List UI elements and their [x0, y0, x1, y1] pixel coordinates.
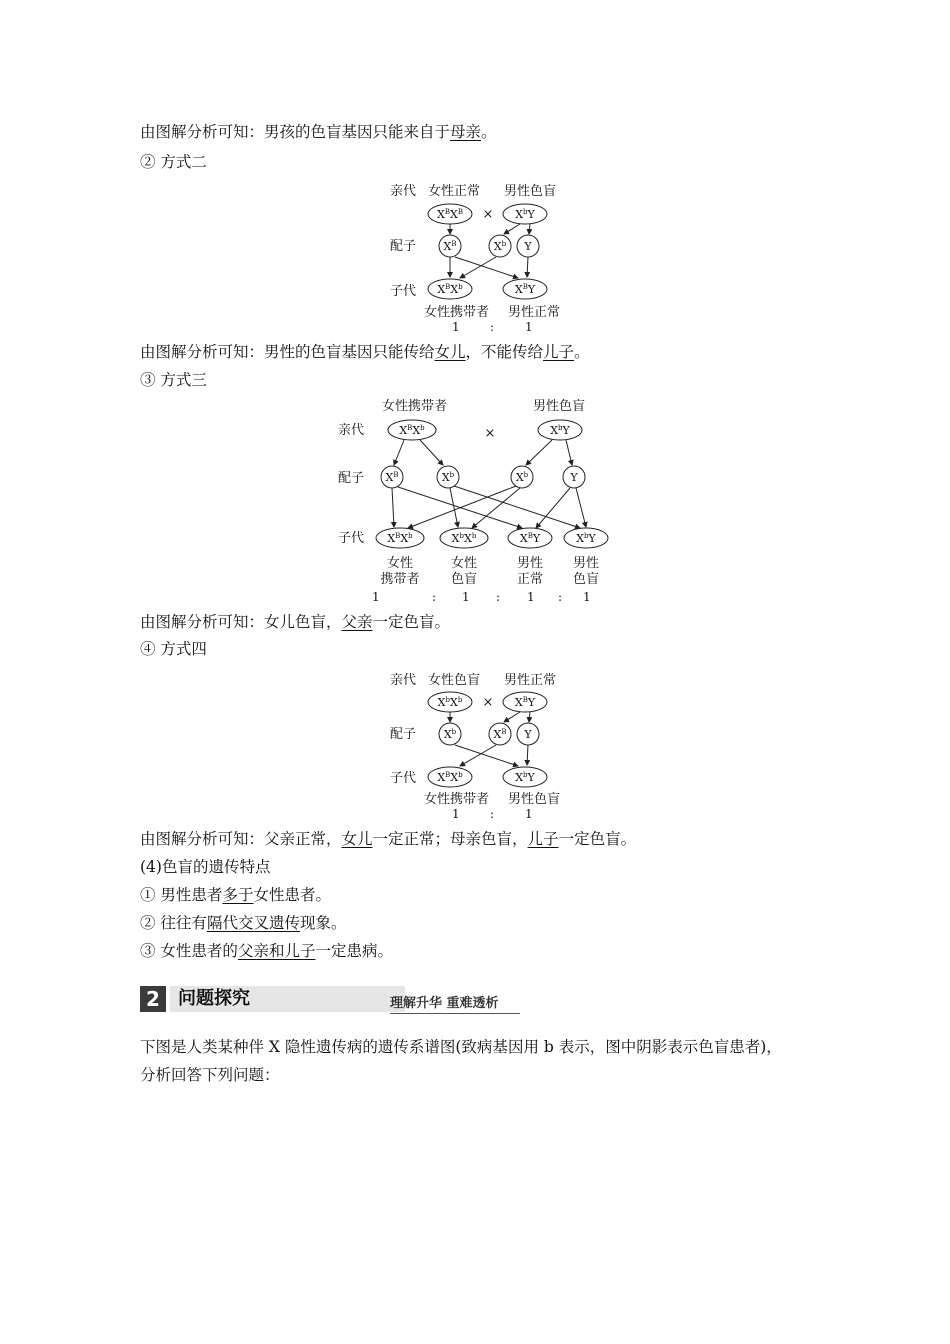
answer-blank: 父亲 — [341, 613, 373, 631]
svg-text:配子: 配子 — [338, 471, 365, 486]
svg-text:XBXb: $X^BX^b$ — [399, 424, 425, 437]
svg-text::: : — [490, 320, 495, 334]
svg-text:1: 1 — [583, 590, 591, 604]
section-title: 问题探究 — [170, 986, 405, 1012]
svg-text:XbXb: $X^bX^b$ — [451, 532, 477, 545]
svg-text:×: × — [482, 207, 494, 222]
svg-text:Xb: $X^b$ — [493, 240, 507, 253]
divider — [390, 1013, 520, 1014]
svg-text:XB: $X^B$ — [443, 240, 457, 253]
svg-text:1: 1 — [452, 320, 460, 334]
svg-text:XbY: $X^bY$ — [515, 208, 535, 221]
answer-blank: 女儿 — [341, 830, 373, 848]
svg-text:XBY: $X^BY$ — [514, 283, 536, 296]
svg-text::: : — [496, 590, 501, 604]
feature-3: ③ 女性患者的父亲和儿子一定患病。 — [140, 942, 393, 960]
svg-text:Y: Y — [524, 240, 532, 253]
svg-text:XbY: $X^bY$ — [515, 771, 535, 784]
svg-text:×: × — [484, 426, 496, 441]
answer-blank: 多于 — [222, 886, 254, 904]
section-banner — [140, 986, 520, 1016]
answer-blank: 儿子 — [527, 830, 559, 848]
svg-text:子代: 子代 — [390, 771, 417, 786]
svg-text:XB: $X^B$ — [385, 471, 399, 484]
conclusion-line-3: 由图解分析可知：女儿色盲，父亲一定色盲。 — [140, 613, 451, 631]
svg-text:Y: Y — [524, 728, 532, 741]
svg-text:女性携带者: 女性携带者 — [424, 792, 490, 807]
svg-text:亲代: 亲代 — [390, 184, 417, 199]
svg-text:亲代: 亲代 — [390, 673, 417, 688]
feature-1: ① 男性患者多于女性患者。 — [140, 886, 331, 904]
svg-text::: : — [432, 590, 437, 604]
svg-text:XbXb: $X^bX^b$ — [437, 696, 463, 709]
svg-text:XBY: $X^BY$ — [514, 696, 536, 709]
svg-text:正常: 正常 — [516, 572, 544, 587]
svg-text::: : — [490, 807, 495, 821]
svg-text:XBY: $X^BY$ — [519, 532, 541, 545]
svg-text:男性: 男性 — [572, 556, 600, 571]
svg-text:男性正常: 男性正常 — [504, 673, 557, 688]
conclusion-line-1: 由图解分析可知：男孩的色盲基因只能来自于母亲。 — [140, 123, 497, 141]
svg-text:XBXb: $X^BX^b$ — [437, 771, 463, 784]
svg-text:男性色盲: 男性色盲 — [504, 184, 557, 199]
svg-text:携带者: 携带者 — [380, 572, 420, 587]
cross-diagram-3 — [330, 394, 630, 606]
section-subtitle: 理解升华 重难透析 — [390, 996, 499, 1011]
method-4-title: ④ 方式四 — [140, 640, 207, 658]
cross-diagram-2 — [380, 178, 580, 338]
svg-text:1: 1 — [525, 807, 533, 821]
section-number: 2 — [140, 986, 166, 1012]
feature-2: ② 往往有隔代交叉遗传现象。 — [140, 914, 347, 932]
conclusion-line-4: 由图解分析可知：父亲正常，女儿一定正常；母亲色盲，儿子一定色盲。 — [140, 830, 637, 848]
svg-text:XBXb: $X^BX^b$ — [387, 532, 413, 545]
svg-text:1: 1 — [372, 590, 380, 604]
svg-text:配子: 配子 — [390, 239, 417, 254]
svg-text:女性色盲: 女性色盲 — [428, 673, 481, 688]
svg-text:男性色盲: 男性色盲 — [508, 792, 561, 807]
answer-blank: 儿子 — [543, 343, 575, 361]
svg-text:女性携带者: 女性携带者 — [424, 305, 490, 320]
svg-text:女性: 女性 — [386, 556, 414, 571]
svg-text:子代: 子代 — [338, 531, 365, 546]
cross-diagram-4 — [380, 668, 580, 828]
svg-text:1: 1 — [462, 590, 470, 604]
answer-blank: 女儿 — [434, 343, 466, 361]
conclusion-line-2: 由图解分析可知：男性的色盲基因只能传给女儿，不能传给儿子。 — [140, 343, 590, 361]
svg-text:色盲: 色盲 — [572, 572, 600, 587]
svg-text:女性: 女性 — [450, 556, 478, 571]
question-intro-2: 分析回答下列问题： — [140, 1066, 280, 1084]
svg-text:男性: 男性 — [516, 556, 544, 571]
answer-blank: 母亲 — [450, 123, 482, 141]
svg-text:Xb: $X^b$ — [443, 728, 457, 741]
svg-text:女性正常: 女性正常 — [428, 184, 481, 199]
svg-text:亲代: 亲代 — [338, 423, 365, 438]
svg-text:1: 1 — [527, 590, 535, 604]
svg-text:Xb: $X^b$ — [515, 471, 529, 484]
svg-text:男性正常: 男性正常 — [508, 305, 561, 320]
question-intro-1: 下图是人类某种伴 X 隐性遗传病的遗传系谱图(致病基因用 b 表示，图中阴影表示色盲患者)， — [140, 1038, 782, 1056]
svg-text:XbY: $X^bY$ — [550, 424, 570, 437]
svg-text:XBXB: $X^BX^B$ — [437, 208, 463, 221]
method-3-title: ③ 方式三 — [140, 371, 207, 389]
svg-text:子代: 子代 — [390, 284, 417, 299]
svg-text:Y: Y — [570, 471, 578, 484]
svg-text:男性色盲: 男性色盲 — [533, 399, 586, 414]
svg-text:1: 1 — [525, 320, 533, 334]
method-2-title: ② 方式二 — [140, 153, 207, 171]
svg-text:×: × — [482, 695, 494, 710]
svg-text:XB: $X^B$ — [493, 728, 507, 741]
section-4-title: (4)色盲的遗传特点 — [140, 858, 271, 876]
svg-text:XBXb: $X^BX^b$ — [437, 283, 463, 296]
svg-text:Xb: $X^b$ — [441, 471, 455, 484]
answer-blank: 父亲和儿子 — [237, 942, 316, 960]
svg-text::: : — [558, 590, 563, 604]
svg-text:色盲: 色盲 — [450, 572, 478, 587]
svg-text:XbY: $X^bY$ — [576, 532, 596, 545]
svg-text:配子: 配子 — [390, 727, 417, 742]
answer-blank: 隔代交叉遗传 — [206, 914, 300, 932]
svg-text:1: 1 — [452, 807, 460, 821]
svg-text:女性携带者: 女性携带者 — [382, 399, 448, 414]
